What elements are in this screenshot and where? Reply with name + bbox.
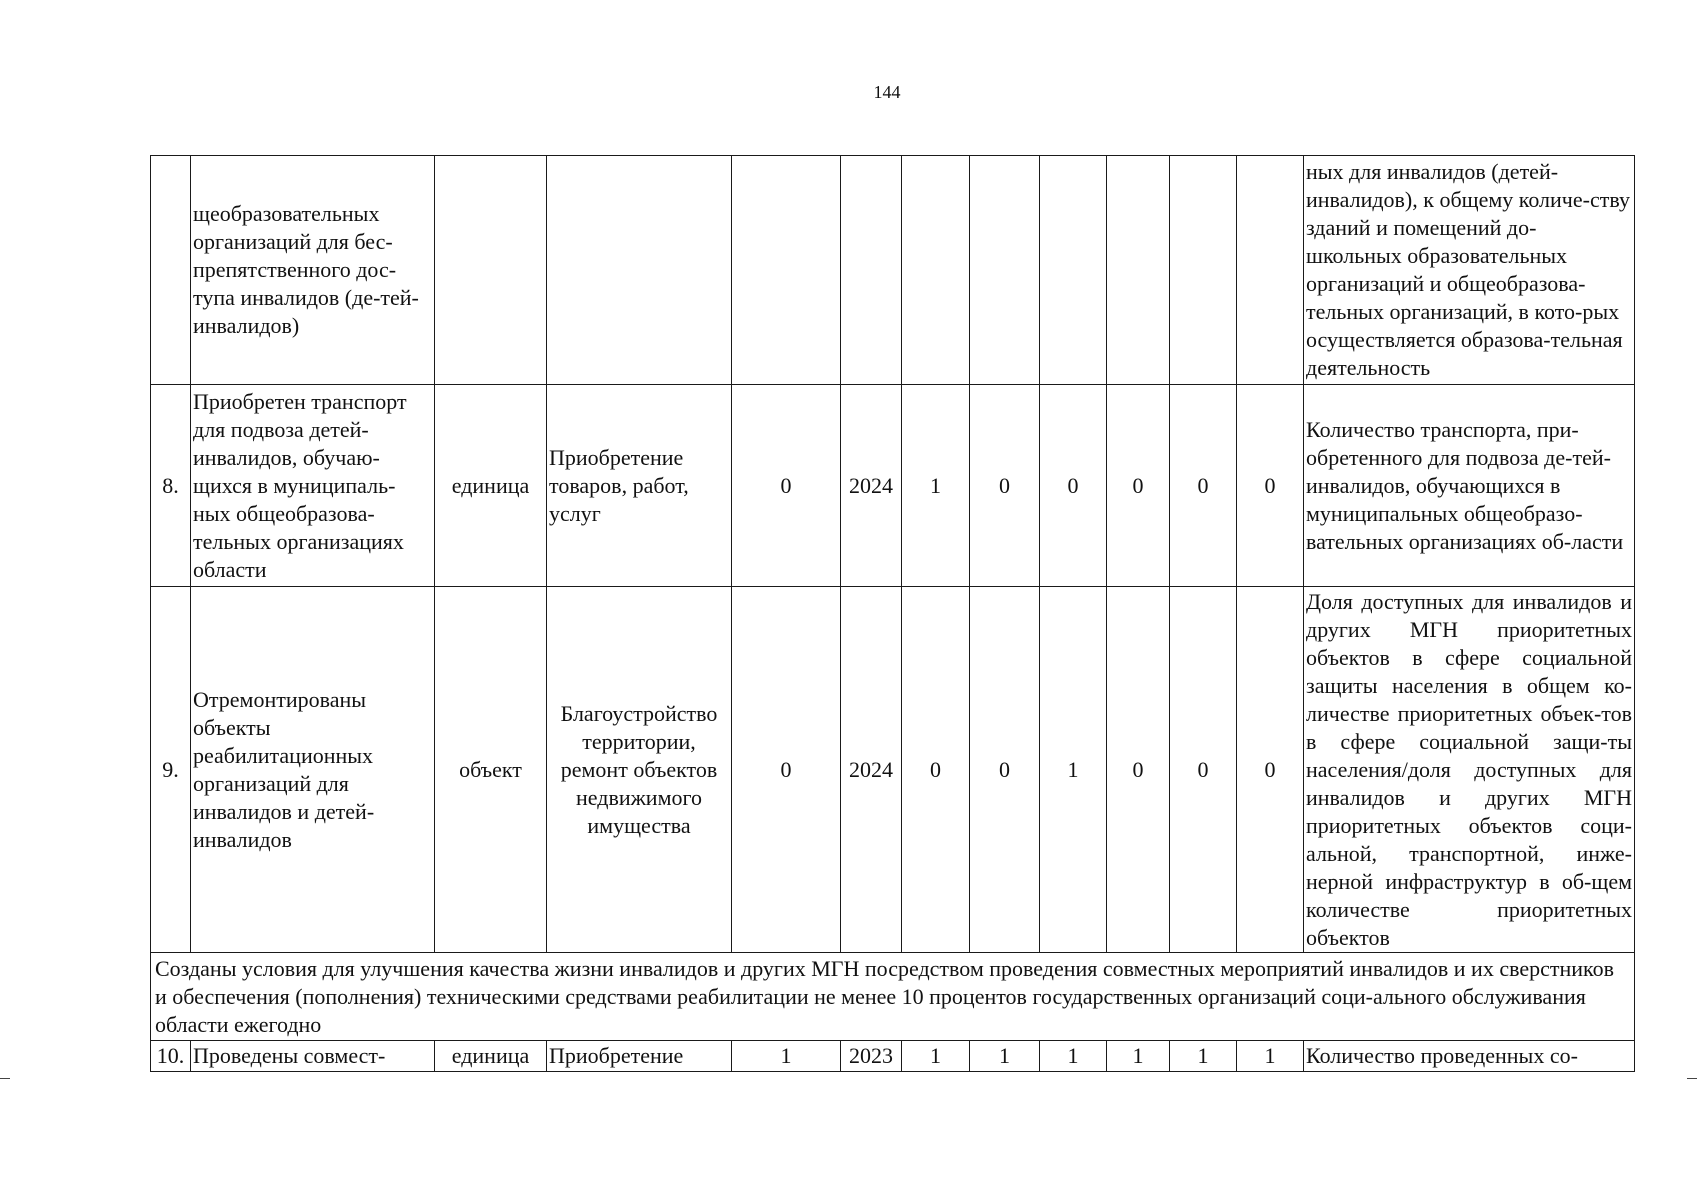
cell-name: Приобретен транспорт для подвоза детей-инвалидов, обучаю-щихся в муниципаль-ных общеобразова-тельных организациях области — [191, 385, 435, 587]
table-row-10 — [151, 1041, 1635, 1072]
cell-v1: 1 — [902, 385, 970, 587]
cell-v2: 0 — [970, 385, 1040, 587]
measures-table — [150, 155, 1635, 1072]
cell-name: Проведены совмест- — [191, 1041, 435, 1072]
cell-base: 1 — [732, 1041, 841, 1072]
scan-edge-mark — [0, 1078, 10, 1079]
cell-v5 — [1170, 156, 1237, 385]
cell-year: 2023 — [841, 1041, 902, 1072]
cell-type: Приобретение товаров, работ, услуг — [547, 385, 732, 587]
table-row-8 — [151, 385, 1635, 587]
cell-unit: единица — [435, 1041, 547, 1072]
cell-v2 — [970, 156, 1040, 385]
section-heading: Созданы условия для улучшения качества жизни инвалидов и других МГН посредством проведения совместных мероприятий инвалидов и их сверстников и обеспечения (пополнения) техническими средствами реабилитации не менее 10 процентов государственных организаций соци-ального обслуживания области ежегодно — [151, 953, 1635, 1041]
cell-v5: 0 — [1170, 587, 1237, 953]
cell-type: Благоустройство территории, ремонт объектов недвижимого имущества — [547, 587, 732, 953]
cell-v6: 1 — [1237, 1041, 1304, 1072]
cell-v5: 0 — [1170, 385, 1237, 587]
cell-v3: 1 — [1040, 1041, 1107, 1072]
cell-v6: 0 — [1237, 587, 1304, 953]
cell-type: Приобретение — [547, 1041, 732, 1072]
cell-name: Отремонтированы объекты реабилитационных организаций для инвалидов и детей-инвалидов — [191, 587, 435, 953]
cell-unit — [435, 156, 547, 385]
cell-indicator: Количество проведенных со- — [1304, 1041, 1635, 1072]
cell-year — [841, 156, 902, 385]
cell-v6: 0 — [1237, 385, 1304, 587]
cell-v3: 1 — [1040, 587, 1107, 953]
cell-v4: 1 — [1107, 1041, 1170, 1072]
page-number: 144 — [873, 82, 901, 102]
cell-indicator: Количество транспорта, при-обретенного для подвоза де-тей-инвалидов, обучающихся в муниципальных общеобразо-вательных организациях об-ласти — [1304, 385, 1635, 587]
table-row-section — [151, 953, 1635, 1041]
cell-v1 — [902, 156, 970, 385]
table-row-9 — [151, 587, 1635, 953]
cell-year: 2024 — [841, 587, 902, 953]
cell-v2: 1 — [970, 1041, 1040, 1072]
cell-v4: 0 — [1107, 587, 1170, 953]
cell-v6 — [1237, 156, 1304, 385]
cell-year: 2024 — [841, 385, 902, 587]
cell-num — [151, 156, 191, 385]
cell-type — [547, 156, 732, 385]
cell-v1: 0 — [902, 587, 970, 953]
cell-base: 0 — [732, 385, 841, 587]
cell-v4 — [1107, 156, 1170, 385]
cell-v3 — [1040, 156, 1107, 385]
cell-num: 8. — [151, 385, 191, 587]
cell-unit: единица — [435, 385, 547, 587]
table-row-continuation — [151, 156, 1635, 385]
cell-base — [732, 156, 841, 385]
cell-v5: 1 — [1170, 1041, 1237, 1072]
cell-indicator: Доля доступных для инвалидов и других МГН приоритетных объектов в сфере социальной защиты населения в общем ко-личестве приоритетных объек-тов в сфере социальной защи-ты населения/доля доступных для инвалидов и других МГН приоритетных объектов соци-альной, транспортной, инже-нерной инфраструктур в об-щем количестве приоритетных объектов — [1304, 587, 1635, 953]
scan-edge-mark — [1687, 1078, 1697, 1079]
cell-num: 10. — [151, 1041, 191, 1072]
cell-v3: 0 — [1040, 385, 1107, 587]
cell-v4: 0 — [1107, 385, 1170, 587]
cell-num: 9. — [151, 587, 191, 953]
cell-name: щеобразовательных организаций для бес-препятственного дос-тупа инвалидов (де-тей-инвалидов) — [191, 156, 435, 385]
cell-indicator: ных для инвалидов (детей-инвалидов), к общему количе-ству зданий и помещений до-школьных образовательных организаций и общеобразова-тельных организаций, в кото-рых осуществляется образова-тельная деятельность — [1304, 156, 1635, 385]
cell-v2: 0 — [970, 587, 1040, 953]
cell-v1: 1 — [902, 1041, 970, 1072]
cell-unit: объект — [435, 587, 547, 953]
cell-base: 0 — [732, 587, 841, 953]
